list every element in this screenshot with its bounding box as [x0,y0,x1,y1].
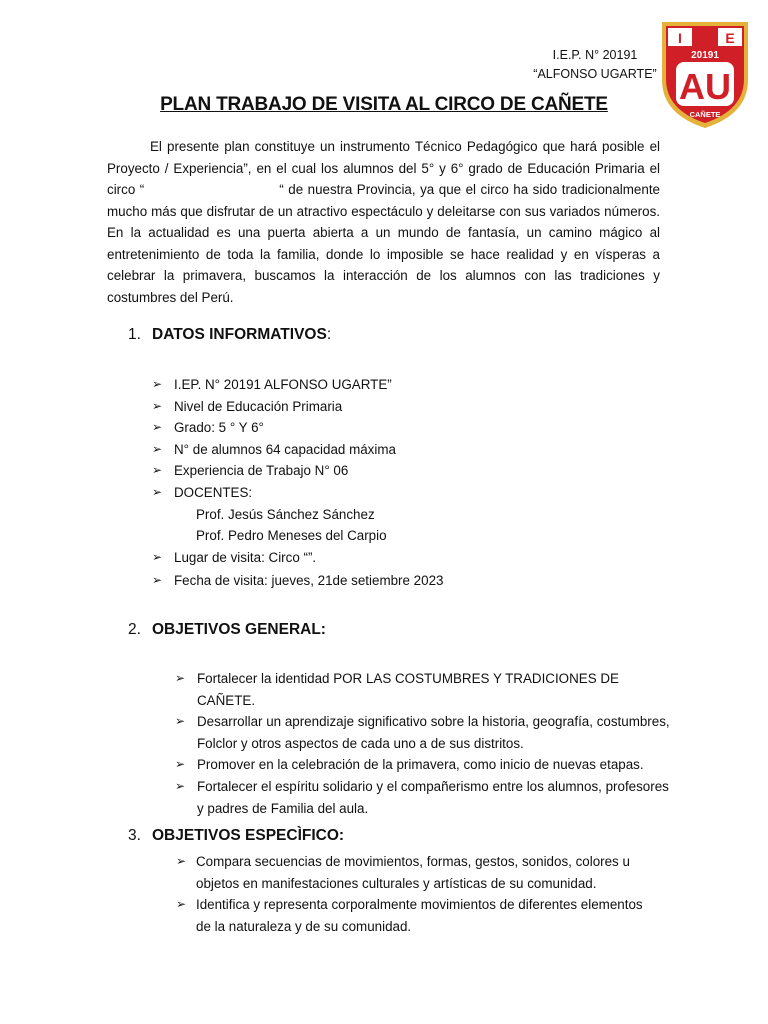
list-item [152,482,652,504]
logo-letter-right: E [725,30,735,46]
list-item-text: Desarrollar un aprendizaje significativo sobre la historia, geografía, costumbres, Folclor y otros aspectos de cada uno a de sus distritos. [197,714,670,751]
intro-text: El presente plan constituye un instrumento Técnico Pedagógico que hará posible el Proyecto / Experiencia”, en el cual los alumnos del 5° y 6° grado de Educación Primaria el circo “ “ de nuestra Provincia, ya que el circo ha sido tradicionalmente mucho más que disfrutar de un atractivo espectáculo y deleitarse con sus variados números. En la actualidad es una puerta abierta a un mundo de fantasía, un camino mágico al entretenimiento de toda la familia, donde lo imposible se hace realidad y en vísperas a celebrar la primavera, buscamos la interacción de los alumnos con las tradiciones y costumbres del Perú. [107,139,664,305]
arrow-bullet-icon: ➢ [152,463,163,478]
list-item-text: Lugar de visita: Circo “”. [174,549,317,565]
arrow-bullet-icon: ➢ [152,441,163,456]
teacher-item [152,525,652,547]
list-item-text: Grado: 5 ° Y 6° [174,420,264,436]
intro-paragraph [107,136,664,308]
list-item-text: Fecha de visita: jueves, 21de setiembre 2023 [174,573,444,589]
list-item-text: Nivel de Educación Primaria [174,398,343,414]
list-item [175,668,675,711]
objetivos-general-list [175,668,675,819]
section-number: 1. [128,326,141,343]
list-item-text: DOCENTES: [174,484,253,500]
list-item [176,894,656,937]
list-item [175,754,675,776]
list-item [152,439,652,461]
logo-place: CAÑETE [689,110,721,119]
list-item [175,711,675,754]
list-item-text: Fortalecer el espíritu solidario y el compañerismo entre los alumnos, profesores y padres de Familia del aula. [197,778,669,816]
logo-letter-left: I [678,30,682,46]
list-item-text: Promover en la celebración de la primavera, como inicio de nuevas etapas. [197,757,644,773]
list-item [175,776,675,819]
list-item [152,374,652,396]
logo-number: 20191 [691,50,719,61]
arrow-bullet-icon: ➢ [175,671,186,685]
list-item-text: N° de alumnos 64 capacidad máxima [174,441,396,457]
teacher-name: Prof. Jesús Sánchez Sánchez [196,506,375,522]
section-number: 2. [128,621,141,638]
arrow-bullet-icon: ➢ [176,897,187,912]
arrow-bullet-icon: ➢ [175,778,186,793]
school-name: “ALFONSO UGARTE” [533,67,657,81]
list-item-text: Identifica y representa corporalmente movimientos de diferentes elementos de la naturaleza y de su comunidad. [196,897,643,934]
arrow-bullet-icon: ➢ [152,549,163,564]
list-item-text: I.EP. N° 20191 ALFONSO UGARTE” [174,377,392,392]
section-title-colon: : [326,326,332,343]
section-objetivos-general [128,621,326,639]
list-item-text: Fortalecer la identidad POR LAS COSTUMBRES Y TRADICIONES DE CAÑETE. [197,671,619,708]
list-item [152,417,652,439]
section-objetivos-especifico [128,827,344,845]
list-item [152,570,652,592]
section-title: OBJETIVOS ESPECÌFICO: [152,827,345,844]
list-item-text: Experiencia de Trabajo N° 06 [174,463,349,479]
logo-initials: AU [679,66,731,107]
section-number: 3. [128,827,141,844]
teacher-item [152,504,652,526]
arrow-bullet-icon: ➢ [152,420,163,435]
datos-list [152,374,652,592]
arrow-bullet-icon: ➢ [152,484,163,499]
list-item [176,851,656,894]
arrow-bullet-icon: ➢ [152,573,163,588]
section-title: OBJETIVOS GENERAL: [152,621,326,638]
list-item [152,547,652,569]
school-number: I.E.P. N° 20191 [552,48,638,62]
list-item [152,396,652,418]
section-datos-informativos [128,326,331,344]
arrow-bullet-icon: ➢ [175,757,186,772]
arrow-bullet-icon: ➢ [152,377,163,391]
arrow-bullet-icon: ➢ [175,714,186,729]
school-header [520,46,670,84]
objetivos-especifico-list [176,851,656,937]
document-title: PLAN TRABAJO DE VISITA AL CIRCO DE CAÑETE [160,94,608,115]
list-item-text: Compara secuencias de movimientos, formas, gestos, sonidos, colores u objetos en manifestaciones culturales y artísticas de su comunidad. [196,854,630,891]
teacher-name: Prof. Pedro Meneses del Carpio [196,528,387,544]
arrow-bullet-icon: ➢ [176,854,187,868]
section-title: DATOS INFORMATIVOS [152,326,327,343]
list-item [152,460,652,482]
arrow-bullet-icon: ➢ [152,398,163,413]
